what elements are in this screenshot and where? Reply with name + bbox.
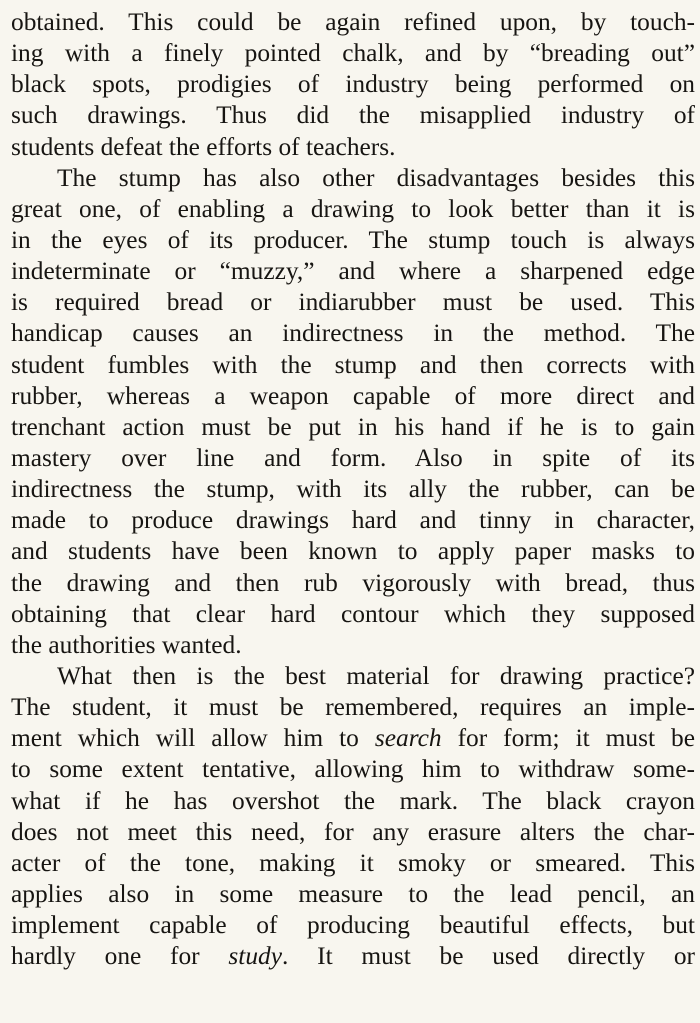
text-line: and students have been known to apply paper masks to — [11, 537, 695, 566]
text-fragment: . It must be used directly or — [282, 942, 695, 971]
paragraph-continuation — [11, 7, 695, 163]
text-line: great one, of enabling a drawing to look better than it is — [11, 194, 695, 223]
text-line: rubber, whereas a weapon capable of more direct and — [11, 381, 695, 410]
text-line: indirectness the stump, with its ally the rubber, can be — [11, 475, 695, 504]
text-line: ing with a finely pointed chalk, and by “breading out” — [11, 39, 695, 68]
text-line: indeterminate or “muzzy,” and where a sharpened edge — [11, 257, 695, 286]
paragraph-material — [11, 661, 695, 972]
text-line: the drawing and then rub vigorously with bread, thus — [11, 568, 695, 597]
paragraph-stump — [11, 163, 695, 661]
text-line: The stump has also other disadvantages besides this — [57, 163, 695, 192]
text-line: students defeat the efforts of teachers. — [11, 132, 396, 161]
text-line: handicap causes an indirectness in the method. The — [11, 319, 695, 348]
text-line: in the eyes of its producer. The stump touch is always — [11, 225, 695, 254]
text-line — [11, 723, 695, 754]
text-line: student fumbles with the stump and then corrects with — [11, 350, 695, 379]
text-line: implement capable of producing beautiful effects, but — [11, 911, 695, 940]
text-line — [11, 941, 695, 972]
text-fragment: hardly one for — [11, 942, 229, 971]
text-line: The student, it must be remembered, requires an imple- — [11, 693, 695, 722]
italic-word: search — [374, 724, 442, 753]
text-line: does not meet this need, for any erasure alters the char- — [11, 817, 695, 846]
text-line: the authorities wanted. — [11, 630, 242, 659]
text-line: What then is the best material for drawing practice? — [57, 661, 695, 690]
italic-word: study — [228, 942, 283, 971]
text-line: trenchant action must be put in his hand if he is to gain — [11, 412, 695, 441]
text-line: mastery over line and form. Also in spite of its — [11, 443, 695, 472]
text-line: applies also in some measure to the lead pencil, an — [11, 879, 695, 908]
text-line: acter of the tone, making it smoky or smeared. This — [11, 848, 695, 877]
text-line: is required bread or indiarubber must be used. This — [11, 288, 695, 317]
text-line: obtained. This could be again refined upon, by touch- — [11, 8, 695, 36]
text-line: to some extent tentative, allowing him to withdraw some- — [11, 755, 695, 784]
text-fragment: ment which will allow him to — [11, 724, 375, 753]
text-line: made to produce drawings hard and tinny in character, — [11, 506, 695, 535]
book-page — [11, 0, 695, 1023]
text-line: obtaining that clear hard contour which they supposed — [11, 599, 695, 628]
text-fragment: for form; it must be — [441, 724, 695, 753]
text-line: what if he has overshot the mark. The black crayon — [11, 786, 695, 815]
text-line: such drawings. Thus did the misapplied industry of — [11, 101, 695, 130]
text-line: black spots, prodigies of industry being performed on — [11, 70, 695, 99]
